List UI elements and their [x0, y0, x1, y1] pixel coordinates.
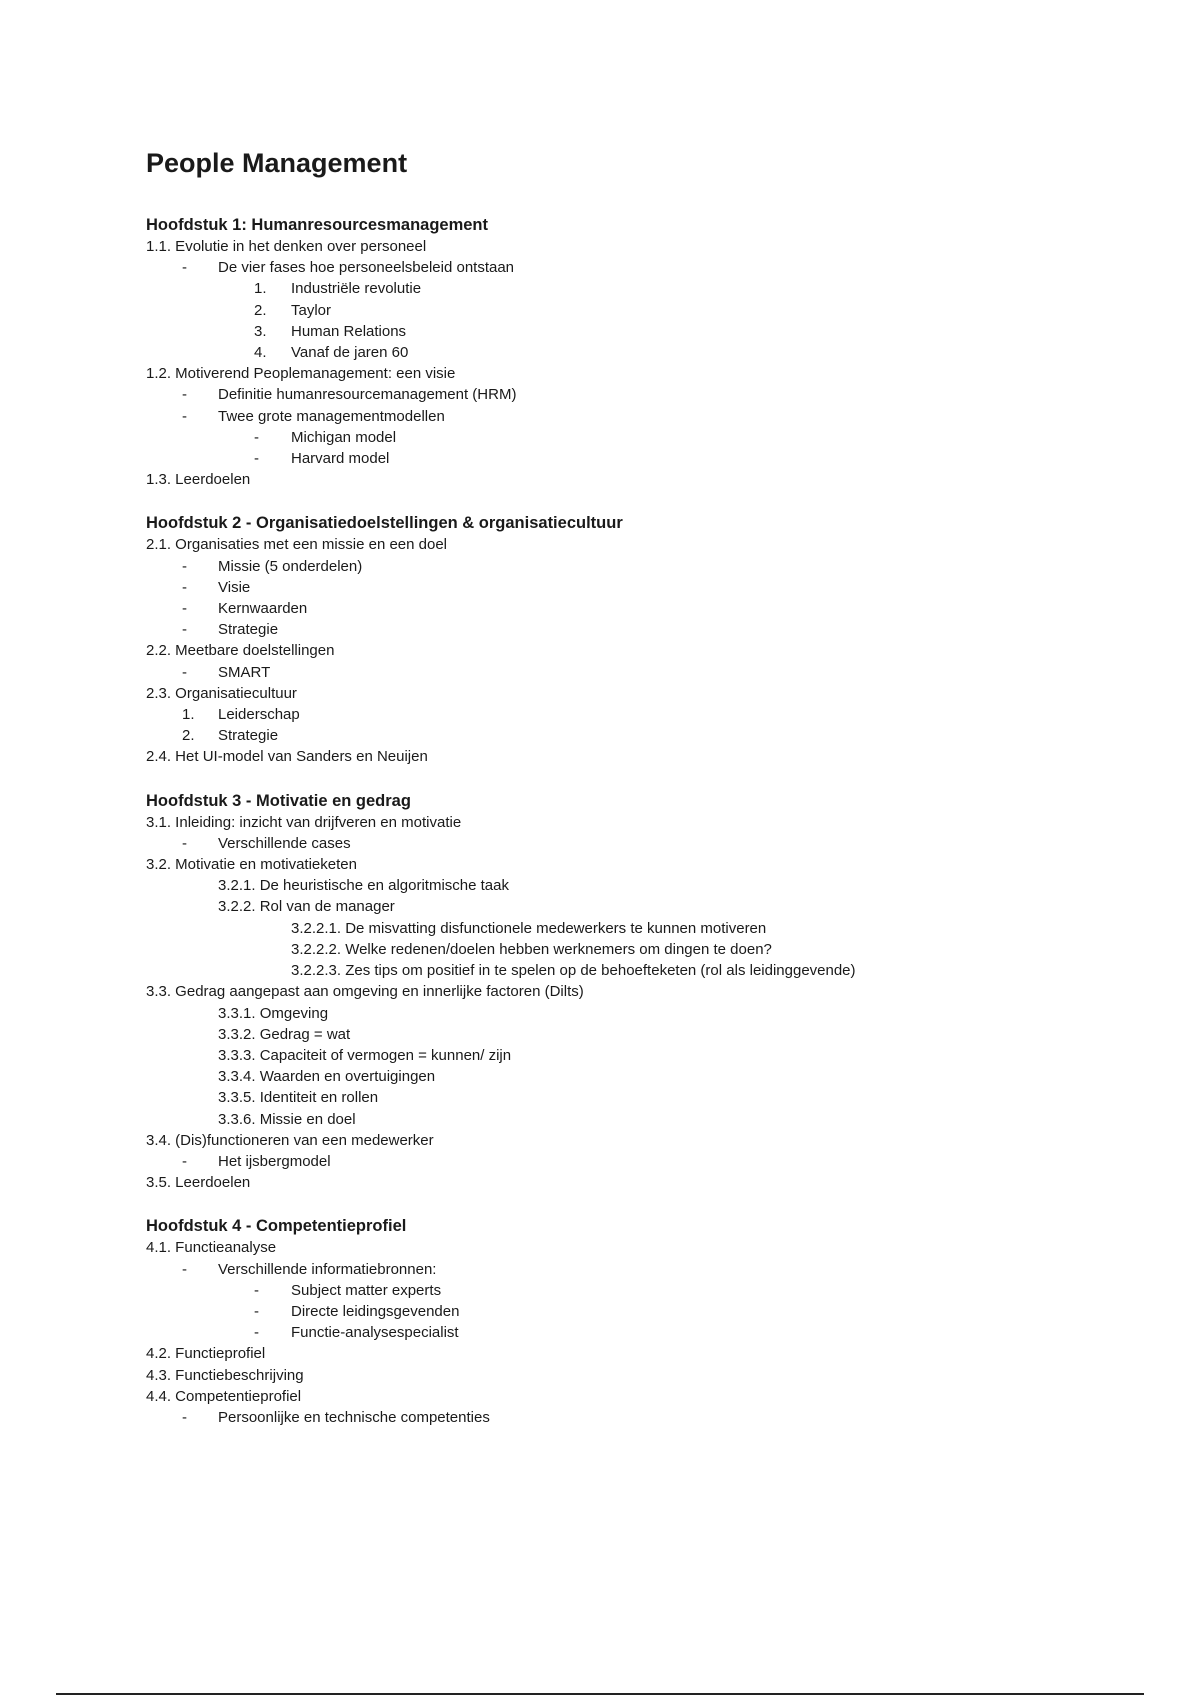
- bullet-dash-icon: -: [182, 1152, 187, 1170]
- outline-item: [146, 406, 1146, 427]
- outline-item: [146, 1087, 1146, 1108]
- outline-item-text: Kernwaarden: [218, 600, 308, 618]
- bullet-dash-icon: -: [182, 578, 187, 596]
- outline-item-text: 3.4. (Dis)functioneren van een medewerker: [146, 1131, 434, 1149]
- outline-item-text: 4.2. Functieprofiel: [146, 1345, 266, 1363]
- outline-item-text: 3.3. Gedrag aangepast aan omgeving en innerlijke factoren (Dilts): [146, 983, 584, 1001]
- chapter-heading: Hoofdstuk 3 - Motivatie en gedrag: [146, 791, 411, 810]
- outline-item-text: Strategie: [218, 621, 279, 639]
- outline-item-text: 1.3. Leerdoelen: [146, 471, 251, 489]
- outline-item: [146, 1322, 1146, 1343]
- outline-item: [146, 342, 1146, 363]
- outline-item-text: 3.1. Inleiding: inzicht van drijfveren en motivatie: [146, 813, 462, 831]
- outline-item: [146, 1407, 1146, 1428]
- outline-item-text: Directe leidingsgevenden: [291, 1302, 460, 1320]
- outline-item-text: Definitie humanresourcemanagement (HRM): [218, 386, 517, 404]
- outline-item-text: Het ijsbergmodel: [218, 1152, 331, 1170]
- outline-item-text: 3.3.1. Omgeving: [218, 1004, 329, 1022]
- outline-item-text: 3.3.5. Identiteit en rollen: [218, 1089, 379, 1107]
- outline-item-text: Vanaf de jaren 60: [291, 344, 409, 362]
- list-number: 3.: [254, 322, 267, 340]
- outline-item: [146, 662, 1146, 683]
- bullet-dash-icon: -: [254, 1302, 259, 1320]
- page-bottom-rule: [56, 1693, 1144, 1695]
- outline-item: [146, 833, 1146, 854]
- bullet-dash-icon: -: [254, 428, 259, 446]
- bullet-dash-icon: -: [254, 1281, 259, 1299]
- outline-item: [146, 384, 1146, 405]
- outline-item: [146, 1130, 1146, 1151]
- outline-item: [146, 619, 1146, 640]
- outline-item: [146, 1343, 1146, 1364]
- outline-item: [146, 427, 1146, 448]
- outline-item: [146, 556, 1146, 577]
- outline-item-text: Twee grote managementmodellen: [218, 407, 445, 425]
- outline-item-text: Visie: [218, 578, 251, 596]
- outline-item: [146, 469, 1146, 490]
- outline-item: [146, 960, 1146, 981]
- outline-item: [146, 278, 1146, 299]
- outline-item-text: 4.1. Functieanalyse: [146, 1239, 277, 1257]
- outline-item: [146, 939, 1146, 960]
- outline-item: [146, 854, 1146, 875]
- outline-item: [146, 1109, 1146, 1130]
- chapter-list: [146, 214, 1146, 1428]
- outline-item: [146, 300, 1146, 321]
- outline-item: [146, 236, 1146, 257]
- outline-item: [146, 1301, 1146, 1322]
- bullet-dash-icon: -: [182, 557, 187, 575]
- outline-item: [146, 363, 1146, 384]
- outline-item-text: Strategie: [218, 727, 279, 745]
- outline-item-text: Human Relations: [291, 322, 407, 340]
- outline-item-text: Persoonlijke en technische competenties: [218, 1408, 490, 1426]
- outline-item-text: Functie-analysespecialist: [291, 1324, 459, 1342]
- outline-item: [146, 1045, 1146, 1066]
- outline-item-text: 3.2.2.2. Welke redenen/doelen hebben werknemers om dingen te doen?: [291, 940, 772, 958]
- outline-item: [146, 1259, 1146, 1280]
- chapter-heading: Hoofdstuk 1: Humanresourcesmanagement: [146, 216, 488, 234]
- bullet-dash-icon: -: [182, 259, 187, 277]
- outline-item: [146, 1151, 1146, 1172]
- bullet-dash-icon: -: [182, 386, 187, 404]
- bullet-dash-icon: -: [182, 1408, 187, 1426]
- chapter-section: [146, 214, 1146, 490]
- outline-item-text: Harvard model: [291, 450, 390, 468]
- outline-item-text: 3.2.2.1. De misvatting disfunctionele medewerkers te kunnen motiveren: [291, 919, 767, 937]
- outline-item-text: 3.3.2. Gedrag = wat: [218, 1025, 351, 1043]
- outline-item-text: 3.2.2. Rol van de manager: [218, 898, 395, 916]
- outline-item: [146, 640, 1146, 661]
- outline-item: [146, 1024, 1146, 1045]
- list-number: 4.: [254, 344, 267, 362]
- bullet-dash-icon: -: [182, 407, 187, 425]
- outline-item: [146, 981, 1146, 1002]
- outline-item: [146, 683, 1146, 704]
- outline-item-text: 3.5. Leerdoelen: [146, 1174, 251, 1192]
- outline-item-text: 2.4. Het UI-model van Sanders en Neuijen: [146, 748, 428, 766]
- outline-item: [146, 875, 1146, 896]
- outline-item-text: Missie (5 onderdelen): [218, 557, 363, 575]
- outline-item-text: Michigan model: [291, 428, 397, 446]
- outline-item-text: 4.3. Functiebeschrijving: [146, 1366, 304, 1384]
- outline-item-text: 1.1. Evolutie in het denken over personeel: [146, 238, 427, 255]
- outline-item: [146, 321, 1146, 342]
- outline-item-text: 4.4. Competentieprofiel: [146, 1387, 302, 1405]
- outline-item: [146, 896, 1146, 917]
- outline-item: [146, 1280, 1146, 1301]
- outline-item-text: Leiderschap: [218, 706, 300, 724]
- document-page: [146, 146, 1146, 1450]
- outline-item: [146, 448, 1146, 469]
- bullet-dash-icon: -: [182, 834, 187, 852]
- outline-item-text: 3.2.2.3. Zes tips om positief in te spelen op de behoefteketen (rol als leidinggevende): [291, 962, 856, 980]
- outline-item: [146, 725, 1146, 746]
- list-number: 1.: [182, 706, 195, 724]
- outline-item-text: Verschillende informatiebronnen:: [218, 1260, 437, 1278]
- outline-item: [146, 1003, 1146, 1024]
- outline-item: [146, 1386, 1146, 1407]
- chapter-heading: Hoofdstuk 4 - Competentieprofiel: [146, 1217, 407, 1236]
- outline-item-text: 1.2. Motiverend Peoplemanagement: een visie: [146, 365, 456, 383]
- chapter-section: [146, 512, 1146, 767]
- bullet-dash-icon: -: [254, 1324, 259, 1342]
- outline-item-text: 2.3. Organisatiecultuur: [146, 684, 297, 702]
- outline-item: [146, 598, 1146, 619]
- outline-item: [146, 1365, 1146, 1386]
- list-number: 2.: [254, 301, 267, 319]
- chapter-heading: Hoofdstuk 2 - Organisatiedoelstellingen & organisatiecultuur: [146, 514, 623, 533]
- bullet-dash-icon: -: [182, 1260, 187, 1278]
- chapter-section: [146, 790, 1146, 1194]
- outline-item-text: Industriële revolutie: [291, 280, 422, 298]
- bullet-dash-icon: -: [182, 600, 187, 618]
- document-title: People Management: [146, 148, 408, 178]
- outline-item-text: Taylor: [291, 301, 332, 319]
- outline-item: [146, 1237, 1146, 1258]
- outline-item-text: 3.3.3. Capaciteit of vermogen = kunnen/ zijn: [218, 1046, 512, 1064]
- outline-item: [146, 577, 1146, 598]
- outline-item-text: 2.1. Organisaties met een missie en een doel: [146, 536, 448, 554]
- outline-item-text: 2.2. Meetbare doelstellingen: [146, 642, 335, 660]
- bullet-dash-icon: -: [182, 621, 187, 639]
- bullet-dash-icon: -: [254, 450, 259, 468]
- outline-item-text: 3.2. Motivatie en motivatieketen: [146, 856, 357, 874]
- outline-item-text: 3.3.4. Waarden en overtuigingen: [218, 1068, 436, 1086]
- outline-item: [146, 746, 1146, 767]
- list-number: 1.: [254, 280, 267, 298]
- list-number: 2.: [182, 727, 195, 745]
- outline-item: [146, 534, 1146, 555]
- outline-item: [146, 918, 1146, 939]
- outline-item-text: Verschillende cases: [218, 834, 351, 852]
- outline-item-text: 3.2.1. De heuristische en algoritmische taak: [218, 877, 509, 895]
- outline-item: [146, 812, 1146, 833]
- outline-item: [146, 257, 1146, 278]
- outline-item: [146, 704, 1146, 725]
- outline-item: [146, 1172, 1146, 1193]
- outline-item-text: 3.3.6. Missie en doel: [218, 1110, 356, 1128]
- outline-item-text: SMART: [218, 663, 271, 681]
- chapter-section: [146, 1215, 1146, 1428]
- bullet-dash-icon: -: [182, 663, 187, 681]
- outline-item: [146, 1066, 1146, 1087]
- outline-item-text: Subject matter experts: [291, 1281, 442, 1299]
- outline-item-text: De vier fases hoe personeelsbeleid ontstaan: [218, 259, 515, 277]
